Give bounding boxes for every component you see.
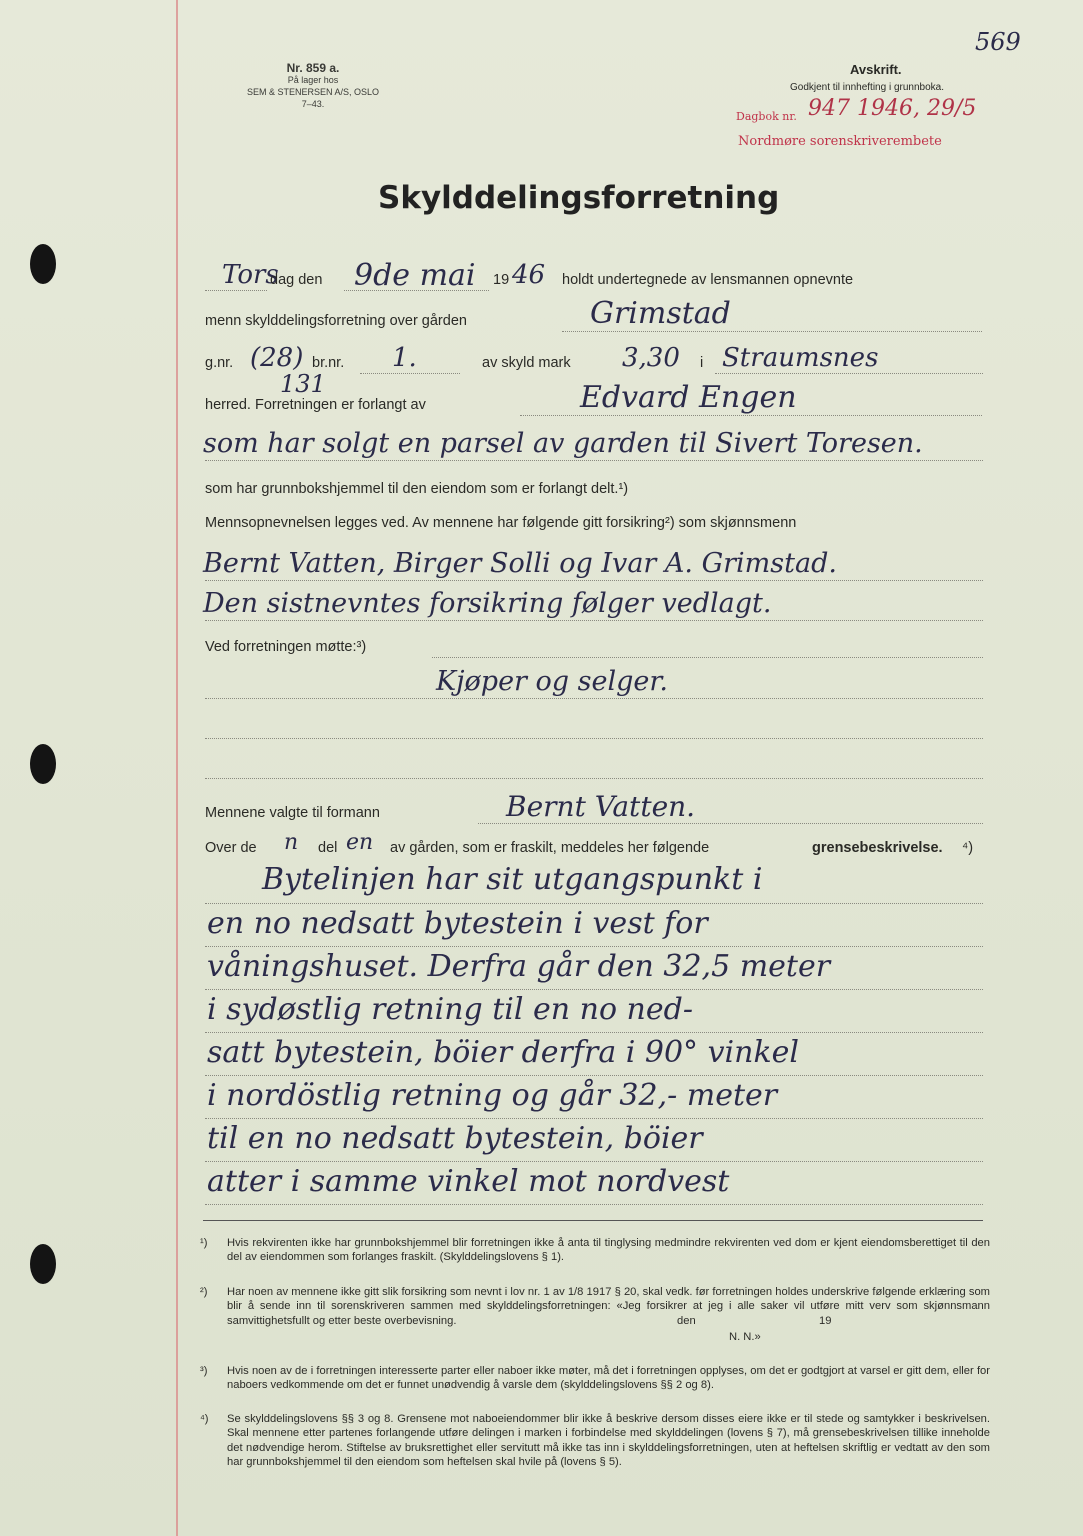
description-line-1: Bytelinjen har sit utgangspunkt i xyxy=(262,862,763,897)
description-line-8: atter i samme vinkel mot nordvest xyxy=(207,1164,730,1199)
punch-hole-bottom xyxy=(30,1244,56,1284)
stamp-dagbok: Dagbok nr. xyxy=(736,110,797,123)
year-handwritten: 46 xyxy=(512,260,546,290)
document-title: Skylddelingsforretning xyxy=(378,180,780,216)
place-handwritten: Straumsnes xyxy=(722,343,879,373)
footnote-4 xyxy=(200,1412,990,1470)
dotted-line xyxy=(205,1161,983,1162)
dotted-line xyxy=(205,903,983,904)
page-number-handwritten: 569 xyxy=(975,28,1021,56)
over-de-handwritten: n xyxy=(284,830,299,855)
footnote-rule xyxy=(203,1220,983,1221)
del-handwritten: en xyxy=(346,830,374,855)
description-line-4: i sydøstlig retning til en no ned- xyxy=(207,992,693,1027)
appraisers-handwritten: Bernt Vatten, Birger Solli og Ivar A. Grimstad. xyxy=(203,548,837,579)
dotted-line xyxy=(205,1032,983,1033)
description-line-5: satt bytestein, böier derfra i 90° vinkel xyxy=(207,1035,799,1070)
footnote-text: Hvis rekvirenten ikke har grunnbokshjemmel blir forretningen ikke å anta til tinglysing medmindre rekvirenten ved dom er kjent eiendomsberettiget til den del av eiendommen som forlanges fraskilt. (Skylddelingslovens § 1). xyxy=(227,1237,990,1264)
margin-rule xyxy=(176,0,178,1536)
avskrift-label: Avskrift. xyxy=(850,62,902,77)
label-requester: herred. Forretningen er forlangt av xyxy=(205,397,426,413)
godkjent-label: Godkjent til innhefting i grunnboka. xyxy=(790,82,944,93)
footnote-text: Se skylddelingslovens §§ 3 og 8. Grensene mot naboeiendommer blir ikke å beskrive dersom disses eiere ikke er til stede og samtykker i beskrivelsen. Skal mennene etter partenes forlangende utføre delingen i marken i forbindelse med skylddelingen (lovens § 7), må grensebeskrivelsen tillike inneholde det nødvendige herom. Stiftelse av bruksrettighet eller servitutt må ikke tas inn i skylddelingsforretningen, uten at heftelsen skriftlig er vedtatt av den som har grunnbokshjemmel til den eiendom som heftelsen skal hvile på (lovens § 5). xyxy=(227,1413,990,1469)
footnote-mark: ⁴) xyxy=(200,1413,209,1425)
footnote-text: Har noen av mennene ikke gitt slik forsikring som nevnt i lov nr. 1 av 1/8 1917 § 20, skal vedk. før forretningen holdes underskrive følgende erklæring som blir å sende inn til sorenskriveren sammen med skylddelingsforretningen: «Jeg forsikrer at jeg i alle saker vil utføre mitt verv som skjønnsmann samvittighetsfullt og etter beste overbevisning. xyxy=(227,1286,990,1327)
dotted-line xyxy=(205,698,983,699)
description-line-7: til en no nedsatt bytestein, böier xyxy=(207,1121,703,1156)
footnote-text: Hvis noen av de i forretningen interesserte parter eller naboer ikke møter, må det i forretningen opplyses, om det er godtgjort at varsel er gitt dem, eller for naboers vedkommende om det er funnet unødvendig å varsle dem (skylddelingslovens §§ 2 og 8). xyxy=(227,1365,990,1392)
publisher-line3: 7–43. xyxy=(301,99,325,109)
assurance-note-handwritten: Den sistnevntes forsikring følger vedlagt. xyxy=(203,588,772,619)
footnote-mark: ²) xyxy=(200,1286,208,1298)
dotted-line xyxy=(432,657,983,658)
dotted-line xyxy=(205,580,983,581)
punch-hole-middle xyxy=(30,744,56,784)
label-mennsopnevnelse: Mennsopnevnelsen legges ved. Av mennene har følgende gitt forsikring²) som skjønnsmenn xyxy=(205,515,797,531)
attendees-handwritten: Kjøper og selger. xyxy=(436,666,668,697)
label-i: i xyxy=(700,355,704,371)
description-line-2: en no nedsatt bytestein i vest for xyxy=(207,906,708,941)
dotted-line xyxy=(205,290,267,291)
description-line-3: våningshuset. Derfra går den 32,5 meter xyxy=(207,949,831,984)
dotted-line xyxy=(715,373,983,374)
publisher-line2: SEM & STENERSEN A/S, OSLO xyxy=(246,87,380,97)
dotted-line xyxy=(205,738,983,739)
footnote-mark: ³) xyxy=(200,1365,208,1377)
dotted-line xyxy=(205,1075,983,1076)
label-chairman: Mennene valgte til formann xyxy=(205,805,380,821)
stamp-office: Nordmøre sorenskriverembete xyxy=(738,134,942,149)
gnr-alt-handwritten: 131 xyxy=(280,370,326,398)
footnote-3 xyxy=(200,1364,990,1393)
label-day: dag den xyxy=(270,272,323,288)
footnote-1 xyxy=(200,1236,990,1265)
dotted-line xyxy=(205,1204,983,1205)
label-year-prefix: 19 xyxy=(493,272,510,288)
stamp-dagbok-handwritten: 947 1946, 29/5 xyxy=(808,96,977,121)
sale-note-handwritten: som har solgt en parsel av garden til Sivert Toresen. xyxy=(203,428,923,459)
label-bnr: br.nr. xyxy=(312,355,345,371)
publisher-line1: På lager hos xyxy=(287,75,339,85)
punch-hole-top xyxy=(30,244,56,284)
gnr-handwritten: (28) xyxy=(250,343,304,373)
label-row1-rest: holdt undertegnede av lensmannen opnevnte xyxy=(562,272,854,288)
dotted-line xyxy=(205,946,983,947)
label-attendees: Ved forretningen møtte:³) xyxy=(205,639,367,655)
label-grensebeskrivelse: grensebeskrivelse. xyxy=(812,840,943,856)
farm-handwritten: Grimstad xyxy=(590,296,731,331)
date-handwritten: 9de mai xyxy=(354,258,476,293)
label-fraskilt: av gården, som er fraskilt, meddeles her følgende xyxy=(390,840,710,856)
dotted-line xyxy=(205,460,983,461)
dotted-line xyxy=(478,823,983,824)
day-handwritten: Tors xyxy=(222,260,279,290)
label-footnote-ref: ⁴) xyxy=(962,840,974,856)
footnote-signature-line xyxy=(227,1315,990,1344)
description-line-6: i nordöstlig retning og går 32,- meter xyxy=(207,1078,778,1113)
printer-block xyxy=(218,62,408,110)
footnote-sig-name: N. N.» xyxy=(729,1331,761,1344)
footnote-sig-year: 19 xyxy=(819,1315,832,1328)
form-number: Nr. 859 a. xyxy=(286,61,340,75)
footnote-sig-den: den xyxy=(677,1315,696,1328)
label-farm: menn skylddelingsforretning over gården xyxy=(205,313,467,329)
chairman-handwritten: Bernt Vatten. xyxy=(506,790,696,823)
label-skyld: av skyld mark xyxy=(482,355,571,371)
label-gnr: g.nr. xyxy=(205,355,234,371)
dotted-line xyxy=(562,331,982,332)
dotted-line xyxy=(205,989,983,990)
dotted-line xyxy=(205,620,983,621)
dotted-line xyxy=(205,1118,983,1119)
label-over-de: Over de xyxy=(205,840,257,856)
footnote-mark: ¹) xyxy=(200,1237,208,1249)
requester-handwritten: Edvard Engen xyxy=(580,380,797,415)
dotted-line xyxy=(205,778,983,779)
label-grunnbok: som har grunnbokshjemmel til den eiendom som er forlangt delt.¹) xyxy=(205,481,629,497)
footnote-2 xyxy=(200,1285,990,1342)
dotted-line xyxy=(360,373,460,374)
bnr-handwritten: 1. xyxy=(392,343,417,373)
label-del: del xyxy=(318,840,338,856)
skyld-handwritten: 3,30 xyxy=(622,343,680,373)
dotted-line xyxy=(520,415,982,416)
